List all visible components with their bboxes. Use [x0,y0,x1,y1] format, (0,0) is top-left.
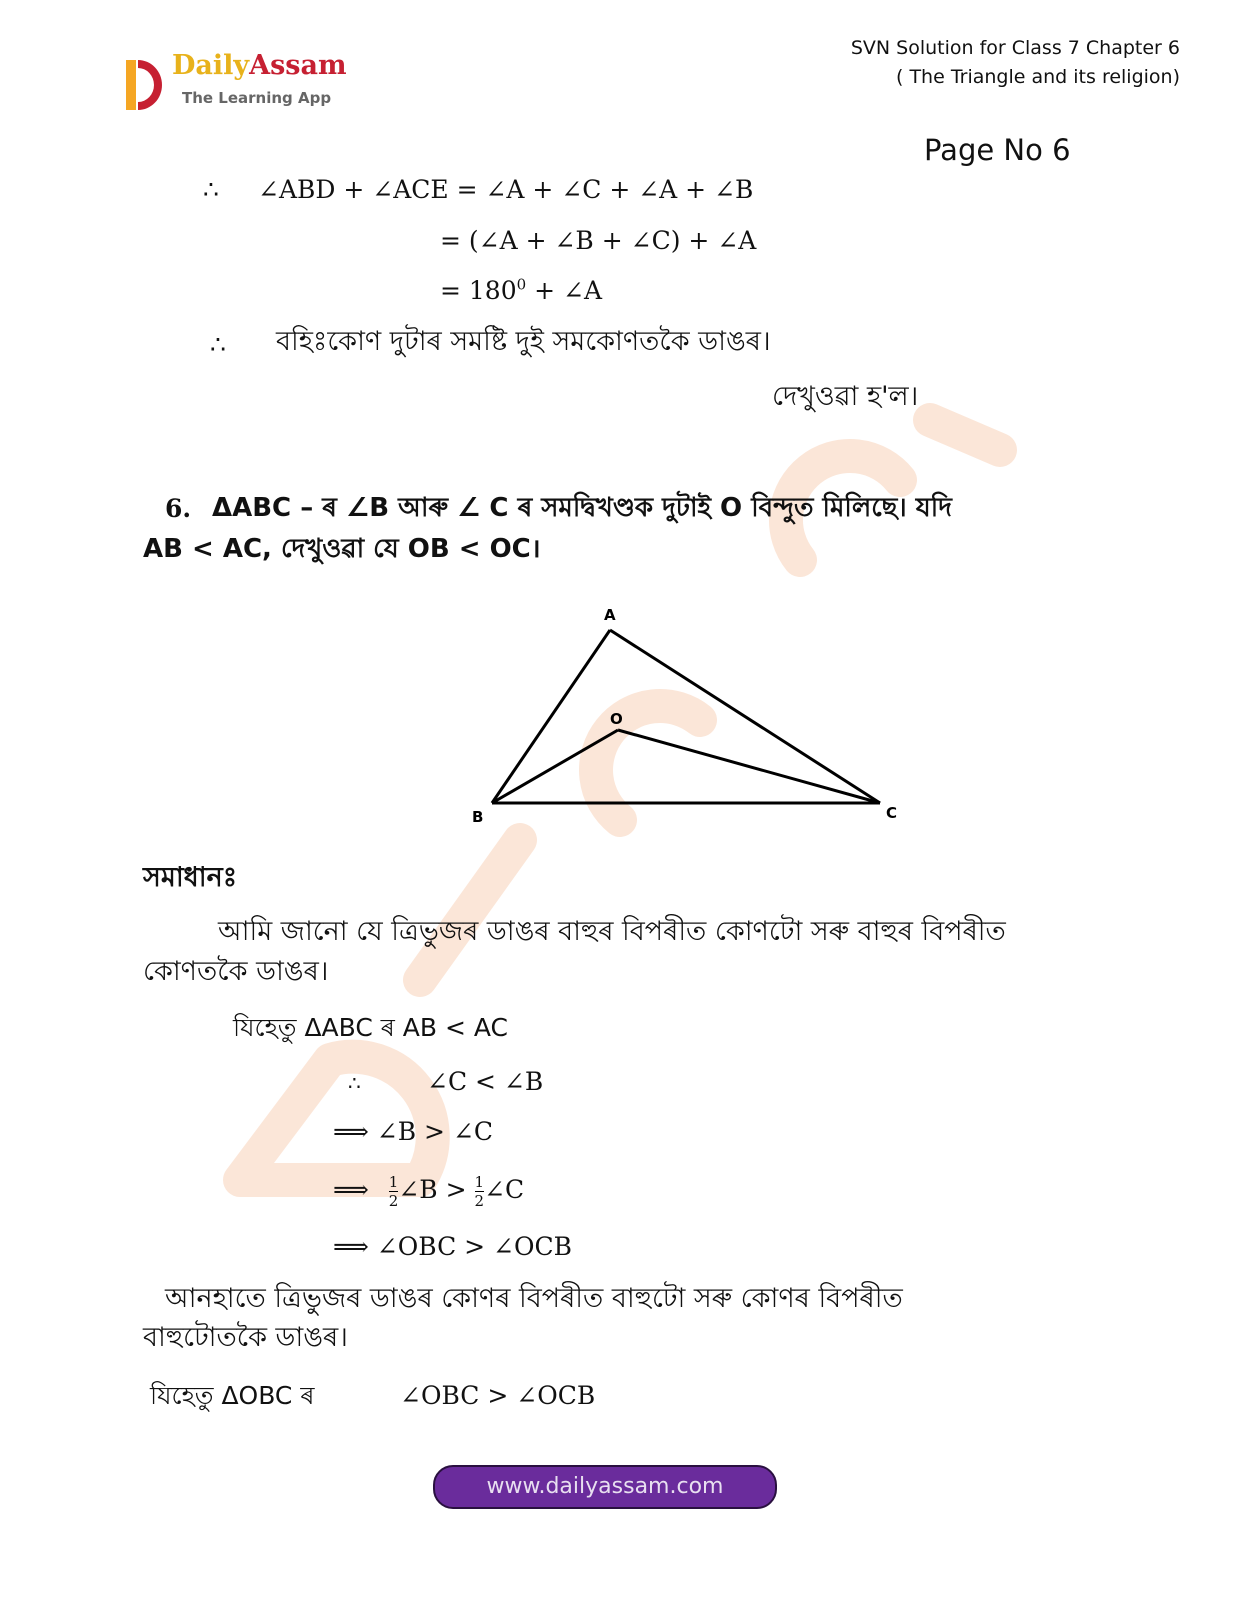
conclusion-text: বহিঃকোণ দুটাৰ সমষ্টি দুই সমকোণতকৈ ডাঙৰ। [276,326,771,357]
header-title: SVN Solution for Class 7 Chapter 6 [850,37,1180,59]
label-a: A [604,606,616,624]
implies-symbol: ⟹ [333,1175,369,1204]
eq-part: ∠C [484,1175,525,1204]
segment-oc [618,730,880,803]
label-b: B [472,808,484,826]
solution-text: বাহুটোতকৈ ডাঙৰ। [143,1322,348,1353]
denominator: 2 [474,1192,485,1210]
eq-part: ∠B > [398,1175,467,1204]
logo-d-icon [124,58,170,112]
therefore-symbol: ∴ [203,175,219,204]
equation: = (∠A + ∠B + ∠C) + ∠A [440,226,757,255]
step: যিহেতু ΔABC ৰ AB < AC [233,1013,508,1042]
eq-part: + ∠A [526,276,603,305]
side-ab [492,630,610,803]
logo-brand [172,50,347,82]
label-o: O [610,710,623,728]
solution-text: কোণতকৈ ডাঙৰ। [143,956,329,987]
header-subtitle: ( The Triangle and its religion) [896,66,1180,88]
website-link[interactable]: www.dailyassam.com [433,1465,777,1509]
step: ⟹ ∠OBC > ∠OCB [333,1232,572,1261]
page-number: Page No 6 [924,133,1071,167]
logo [124,58,170,122]
segment-ob [492,730,618,803]
shown-text: দেখুওৱা হ'ল। [772,381,919,412]
step [333,1168,524,1212]
equation: ∠ABD + ∠ACE = ∠A + ∠C + ∠A + ∠B [258,175,754,204]
question-text: AB < AC, দেখুওৱা যে OB < OC। [143,534,541,564]
step: ∠OBC > ∠OCB [400,1381,596,1410]
triangle-figure [460,600,910,830]
eq-part: = 180 [440,276,517,305]
logo-brand-assam: Assam [249,50,347,81]
numerator: 1 [474,1173,485,1191]
numerator: 1 [388,1173,399,1191]
question-text: ΔABC – ৰ ∠B আৰু ∠ C ৰ সমদ্বিখণ্ডক দুটাই O বিন্দুত মিলিছে। যদি [212,493,952,523]
solution-text: আনহাতে ত্ৰিভুজৰ ডাঙৰ কোণৰ বিপৰীত বাহুটো সৰু কোণৰ বিপৰীত [165,1283,903,1314]
denominator: 2 [388,1192,399,1210]
step: ⟹ ∠B > ∠C [333,1117,494,1146]
watermark-shape [420,840,520,980]
eq-superscript: 0 [516,275,527,294]
logo-tagline: The Learning App [182,89,332,107]
step: যিহেতু ΔOBC ৰ [150,1381,315,1410]
fraction [475,1173,485,1210]
solution-text: আমি জানো যে ত্ৰিভুজৰ ডাঙৰ বাহুৰ বিপৰীত কোণটো সৰু বাহুৰ বিপৰীত [218,916,1006,947]
fraction [389,1173,399,1210]
equation [440,276,602,306]
step: ∠C < ∠B [427,1067,544,1096]
question-number: 6. [165,494,192,523]
logo-brand-daily: Daily [172,50,250,81]
solution-heading: সমাধানঃ [143,862,238,893]
label-c: C [886,804,898,822]
watermark-shape [930,420,1000,450]
therefore-symbol: ∴ [348,1071,361,1095]
therefore-symbol: ∴ [210,330,226,359]
side-ac [610,630,880,803]
